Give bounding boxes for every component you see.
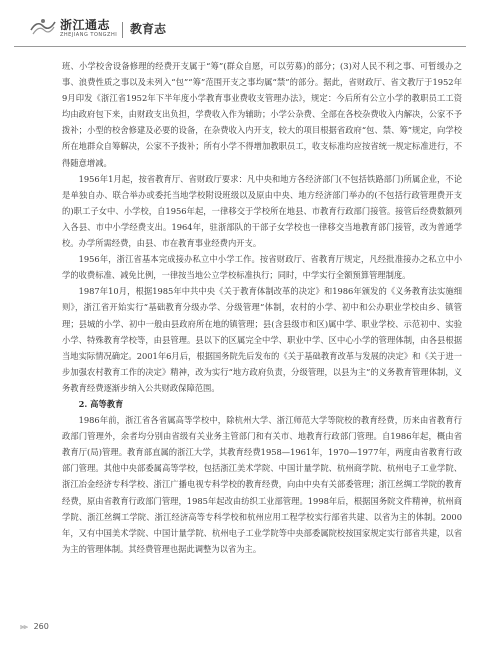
paragraph: 1987年10月，根据1985年中共中央《关于教育体制改革的决定》和1986年颁发的《义务教育法实施细则》，浙江省开始实行“基础教育分级办学、分级管理”体制，农村的小学、初中和公办职业学校由乡、镇管理；县城的小学、初中一般由县政府所在地的镇管理；县(含县级市和区)属中学、职业学校、示范初中、实验小学、特殊教育学校等，由县管理。县以下的区属完全中学、职业中学、区中心小学的管理体制，由各县根据当地实际情况确定。2001年6月后，根据国务院先后发布的《关于基础教育改革与发展的决定》和《关于进一步加强农村教育工作的决定》精神，改为实行“地方政府负责，分级管理，以县为主”的义务教育管理体制，义务教育经费逐渐步纳入公共财政保障范围。 [62,286,462,393]
header-divider [122,22,123,38]
section-heading: 2. 高等教育 [78,398,124,409]
logo-emblem-icon [30,16,56,36]
logo-title: 浙江通志 [60,18,111,32]
paragraph: 1956年，浙江省基本完成接办私立中小学工作。按省财政厅、省教育厅规定，凡经批准接办之私立中小学的收费标准、减免比例，一律按当地公立学校标准执行；同时，中学实行全额预算管理制度。 [62,254,462,281]
page-header [14,8,466,47]
page-number: 260 [33,622,49,631]
body-text [62,58,462,557]
footer-marker-icon: ⫸⫸ [20,622,28,631]
paragraph: 1956年1月起，按省教育厅、省财政厅要求：凡中央和地方各经济部门(不包括铁路部门)所属企业，不论是单独自办、联合举办或委托当地学校附设班级以及原由中央、地方经济部门举办的(不包括行政管理费开支的)职工子女中、小学校，自1956年起，一律移交于学校所在地县、市教育行政部门接管。接管后经费数额列入各县、市中小学经费支出。1964年，驻浙部队的干部子女学校也一律移交当地教育部门接管，改为普通学校。办学所需经费，由县、市在教育事业经费内开支。 [62,173,462,249]
logo-subtitle: ZHEJIANG TONGZHI [60,32,118,38]
book-title: 教育志 [130,22,167,36]
paragraph: 班、小学校舍设备修理的经费开支属于“筹”(群众自愿，可以劳募)的部分；(3)对人民不利之事、可暂缓办之事、浪费性质之事以及未列入“包”“筹”范围开支之事均属“禁”的部分。据此，省财政厅、省文教厅于1952年9月印发《浙江省1952年下半年度小学教育事业费收支管理办法》，规定：今后所有公立小学的教职员工工资均由政府包下来，由财政支出负担，学费收入作为辅助；小学公杂费、全部在各校杂费收入内解决，公家不予拨补；小型的校舍修建及必要的设备，在杂费收入内开支，较大的项目根据省政府“包、禁、筹”规定，向学校所在地群众自筹解决，公家不予拨补；所有小学不得增加教职员工，收支标准均应按省统一规定标准进行，不得随意增减。 [62,61,462,168]
paragraph: 1986年前，浙江省各省属高等学校中，除杭州大学、浙江师范大学等院校的教育经费，历来由省教育行政部门管理外，余者均分别由省级有关业务主管部门和有关市、地教育行政部门管理。自1986年起，概由省教育厅(局)管理。教育部直属的浙江大学，其教育经费1958—1961年，1970—1977年，两度由省教育行政部门管理。其他中央部委属高等学校，包括浙江美术学院、中国计量学院、杭州商学院、杭州电子工业学院、浙江冶金经济专科学校、浙江广播电视专科学校的教育经费，向由中央有关部委管理；浙江丝绸工学院的教育经费，原由省教育行政部门管理，1985年起改由纺织工业部管理。1998年后，根据国务院文件精神，杭州商学院、浙江丝绸工学院、浙江经济高等专科学校和杭州应用工程学校实行部省共建、以省为主的体制。2000年，又有中国美术学院、中国计量学院、杭州电子工业学院等中央部委属院校按国家规定实行部省共建，以省为主的管理体制。其经费管理也据此调整为以省为主。 [62,415,462,554]
page-footer [20,622,49,632]
